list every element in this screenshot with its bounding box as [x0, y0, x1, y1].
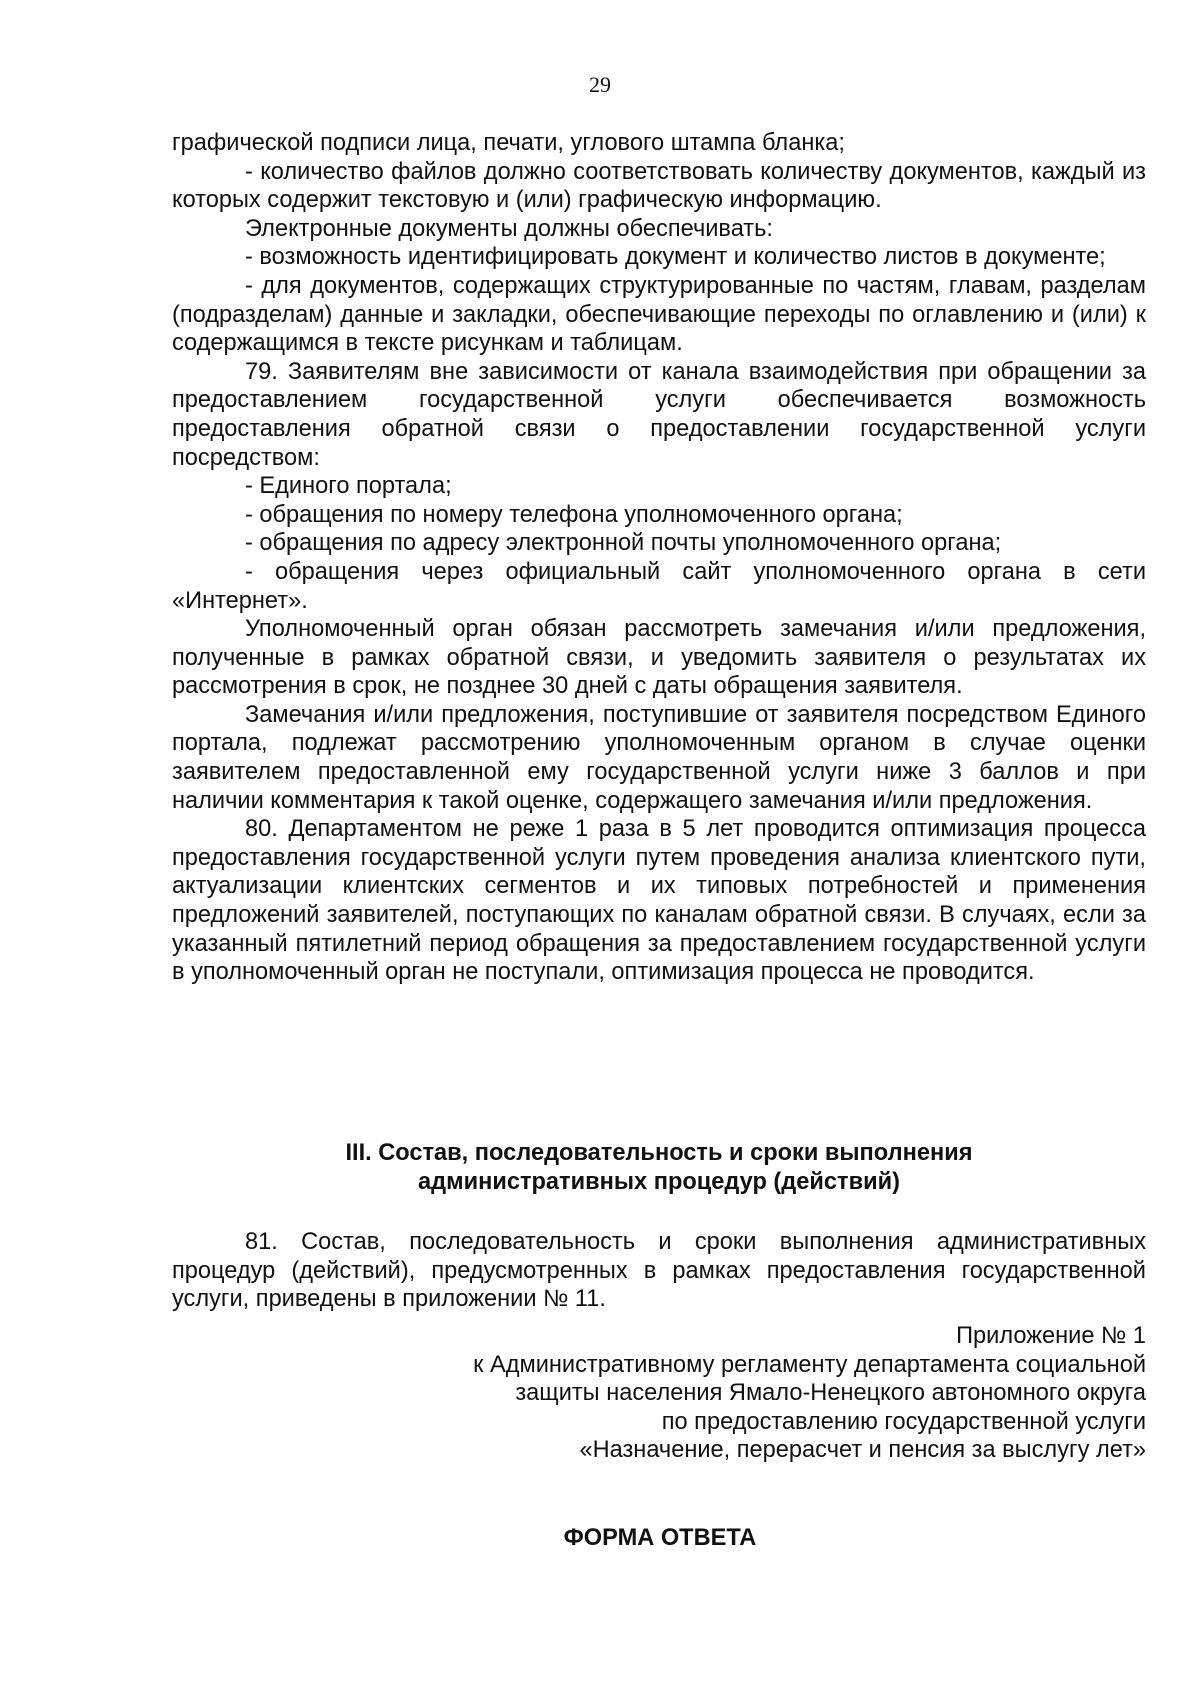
body-text-81 [172, 1228, 1146, 1314]
paragraph-79: 79. Заявителям вне зависимости от канала взаимодействия при обращении за предоставлением государственной услуги обеспечивается возможность предоставления обратной связи о предоставлении государственной услуги посредством: [172, 358, 1146, 471]
section-heading-line1: III. Состав, последовательность и сроки выполнения [345, 1140, 973, 1166]
paragraph-continuation: графической подписи лица, печати, углового штампа бланка; [172, 130, 845, 156]
list-item-email: - обращения по адресу электронной почты уполномоченного органа; [245, 530, 1002, 557]
list-item-phone: - обращения по номеру телефона уполномоченного органа; [245, 501, 903, 528]
paragraph-identify-document: - возможность идентифицировать документ и количество листов в документе; [245, 244, 1106, 271]
form-title: ФОРМА ОТВЕТА [563, 1525, 757, 1551]
appendix-line2: к Административному регламенту департамента социальной [473, 1351, 1146, 1378]
appendix-line4: по предоставлению государственной услуги [661, 1408, 1146, 1435]
appendix-line1: Приложение № 1 [956, 1323, 1146, 1349]
paragraph-electronic-docs: Электронные документы должны обеспечивать: [245, 215, 773, 242]
page-number: 29 [589, 72, 611, 97]
appendix-line5: «Назначение, перерасчет и пенсия за выслугу лет» [579, 1437, 1146, 1464]
body-text [172, 129, 1146, 987]
section-heading [172, 1139, 1146, 1197]
paragraph-80: 80. Департаментом не реже 1 раза в 5 лет проводится оптимизация процесса предоставления государственной услуги путем проведения анализа клиентского пути, актуализации клиентских сегментов и их типовых потребностей и применения предложений заявителей, поступающих по каналам обратной связи. В случаях, если за указанный пятилетний период обращения за предоставлением государственной услуги в уполномоченный орган не поступали, оптимизация процесса не проводится. [172, 816, 1146, 986]
section-heading-line2: административных процедур (действий) [418, 1169, 900, 1195]
list-item-website: - обращения через официальный сайт уполномоченного органа в сети «Интернет». [172, 558, 1146, 614]
list-item-portal: - Единого портала; [245, 473, 452, 500]
paragraph-portal-remarks: Замечания и/или предложения, поступившие от заявителя посредством Единого портала, подлежат рассмотрению уполномоченным органом в случае оценки заявителем предоставленной ему государственной услуги ниже 3 баллов и при наличии комментария к такой оценке, содержащего замечания и/или предложения. [172, 701, 1146, 814]
paragraph-file-count: - количество файлов должно соответствовать количеству документов, каждый из которых содержит текстовую и (или) графическую информацию. [172, 158, 1146, 214]
paragraph-81: 81. Состав, последовательность и сроки выполнения административных процедур (действий), предусмотренных в рамках предоставления государственной услуги, приведены в приложении № 11. [172, 1229, 1146, 1313]
paragraph-review-obligation: Уполномоченный орган обязан рассмотреть замечания и/или предложения, полученные в рамках обратной связи, и уведомить заявителя о результатах их рассмотрения в срок, не позднее 30 дней с даты обращения заявителя. [172, 616, 1146, 700]
paragraph-structured-docs: - для документов, содержащих структурированные по частям, главам, разделам (подразделам) данные и закладки, обеспечивающие переходы по оглавлению и (или) к содержащимся в тексте рисункам и таблицам. [172, 272, 1146, 357]
appendix-line3: защиты населения Ямало-Ненецкого автономного округа [515, 1380, 1146, 1407]
appendix-reference [326, 1322, 1146, 1465]
